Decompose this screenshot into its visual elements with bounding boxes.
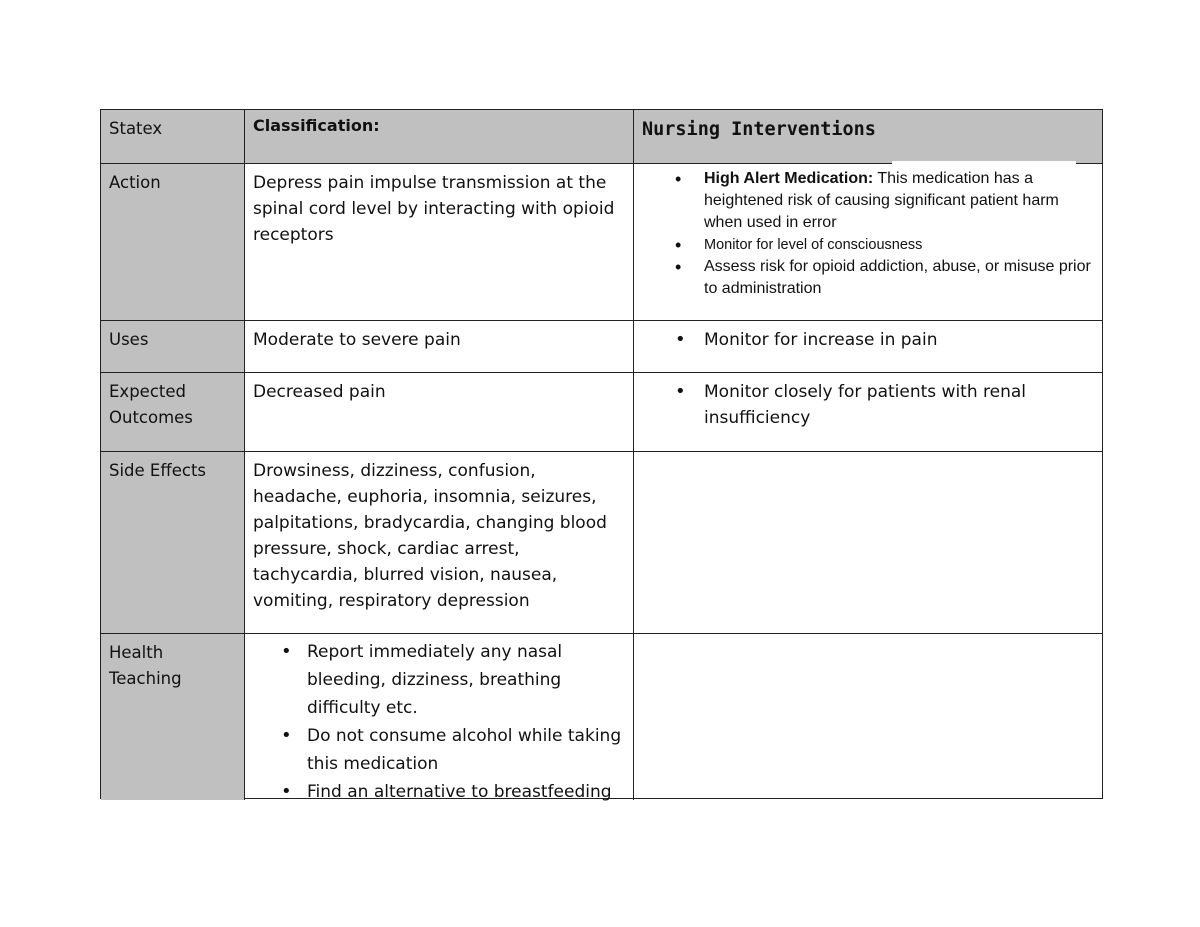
header-cell-classification [245, 110, 634, 163]
teaching-text: Report immediately any nasal bleeding, dizziness, breathing difficulty etc. [307, 642, 563, 718]
list-item [642, 327, 1094, 353]
list-item [642, 234, 1094, 256]
list-item [642, 379, 1094, 431]
uses-description: Moderate to severe pain [253, 330, 461, 350]
label-cell [101, 634, 245, 800]
table-row-health-teaching [101, 633, 1102, 800]
uses-interventions-list [642, 327, 1094, 353]
health-teaching-list [253, 638, 625, 806]
content-cell [245, 373, 634, 451]
content-cell [245, 452, 634, 633]
interventions-cell-empty [634, 452, 1102, 633]
teaching-text: Do not consume alcohol while taking this medication [307, 726, 622, 774]
content-cell [245, 634, 634, 800]
action-description: Depress pain impulse transmission at the spinal cord level by interacting with opioid receptors [253, 173, 615, 245]
label-cell [101, 164, 245, 320]
interventions-cell [634, 373, 1102, 451]
content-cell [245, 164, 634, 320]
interventions-cell [634, 321, 1102, 372]
table-row-uses [101, 320, 1102, 372]
high-alert-label: High Alert Medication: [704, 170, 874, 187]
teaching-text: Find an alternative to breastfeeding [307, 782, 612, 802]
action-interventions-list [642, 168, 1094, 300]
high-alert-text: This medication has a heightened risk of causing significant patient harm when used in error [704, 170, 1059, 231]
table-row-action [101, 163, 1102, 320]
intervention-text: Monitor for level of consciousness [704, 237, 923, 253]
side-effects-description: Drowsiness, dizziness, confusion, headache, euphoria, insomnia, seizures, palpitations, bradycardia, changing blood pressure, shock, cardiac arrest, tachycardia, blurred vision, nausea, vomiting, respiratory depression [253, 461, 607, 611]
table-row-side-effects [101, 451, 1102, 633]
label-cell [101, 373, 245, 451]
interventions-cell-empty [634, 634, 1102, 800]
content-cell [245, 321, 634, 372]
header-cell-statex [101, 110, 245, 163]
header-cell-nursing-interventions [634, 110, 1102, 163]
list-item [253, 638, 625, 722]
list-item [253, 778, 625, 806]
header-nursing-interventions: Nursing Interventions [642, 119, 876, 140]
divider-mark [892, 161, 1076, 167]
row-label-action: Action [109, 173, 161, 192]
expected-outcomes-description: Decreased pain [253, 382, 386, 402]
list-item [642, 168, 1094, 234]
row-label-uses: Uses [109, 330, 149, 349]
outcomes-interventions-list [642, 379, 1094, 431]
list-item [253, 722, 625, 778]
header-classification: Classification: [253, 116, 380, 135]
intervention-text: Assess risk for opioid addiction, abuse, or misuse prior to administration [704, 258, 1091, 297]
label-cell [101, 452, 245, 633]
label-cell [101, 321, 245, 372]
intervention-text: Monitor for increase in pain [704, 330, 938, 350]
table-row-expected-outcomes [101, 372, 1102, 451]
intervention-text: Monitor closely for patients with renal insufficiency [704, 382, 1026, 428]
row-label-expected-outcomes: Expected Outcomes [109, 382, 193, 427]
list-item [642, 256, 1094, 300]
header-statex: Statex [109, 119, 163, 138]
drug-card-table [100, 109, 1103, 802]
row-label-side-effects: Side Effects [109, 461, 207, 480]
interventions-cell [634, 164, 1102, 320]
row-label-health-teaching: Health Teaching [109, 643, 182, 688]
header-row [101, 110, 1102, 163]
